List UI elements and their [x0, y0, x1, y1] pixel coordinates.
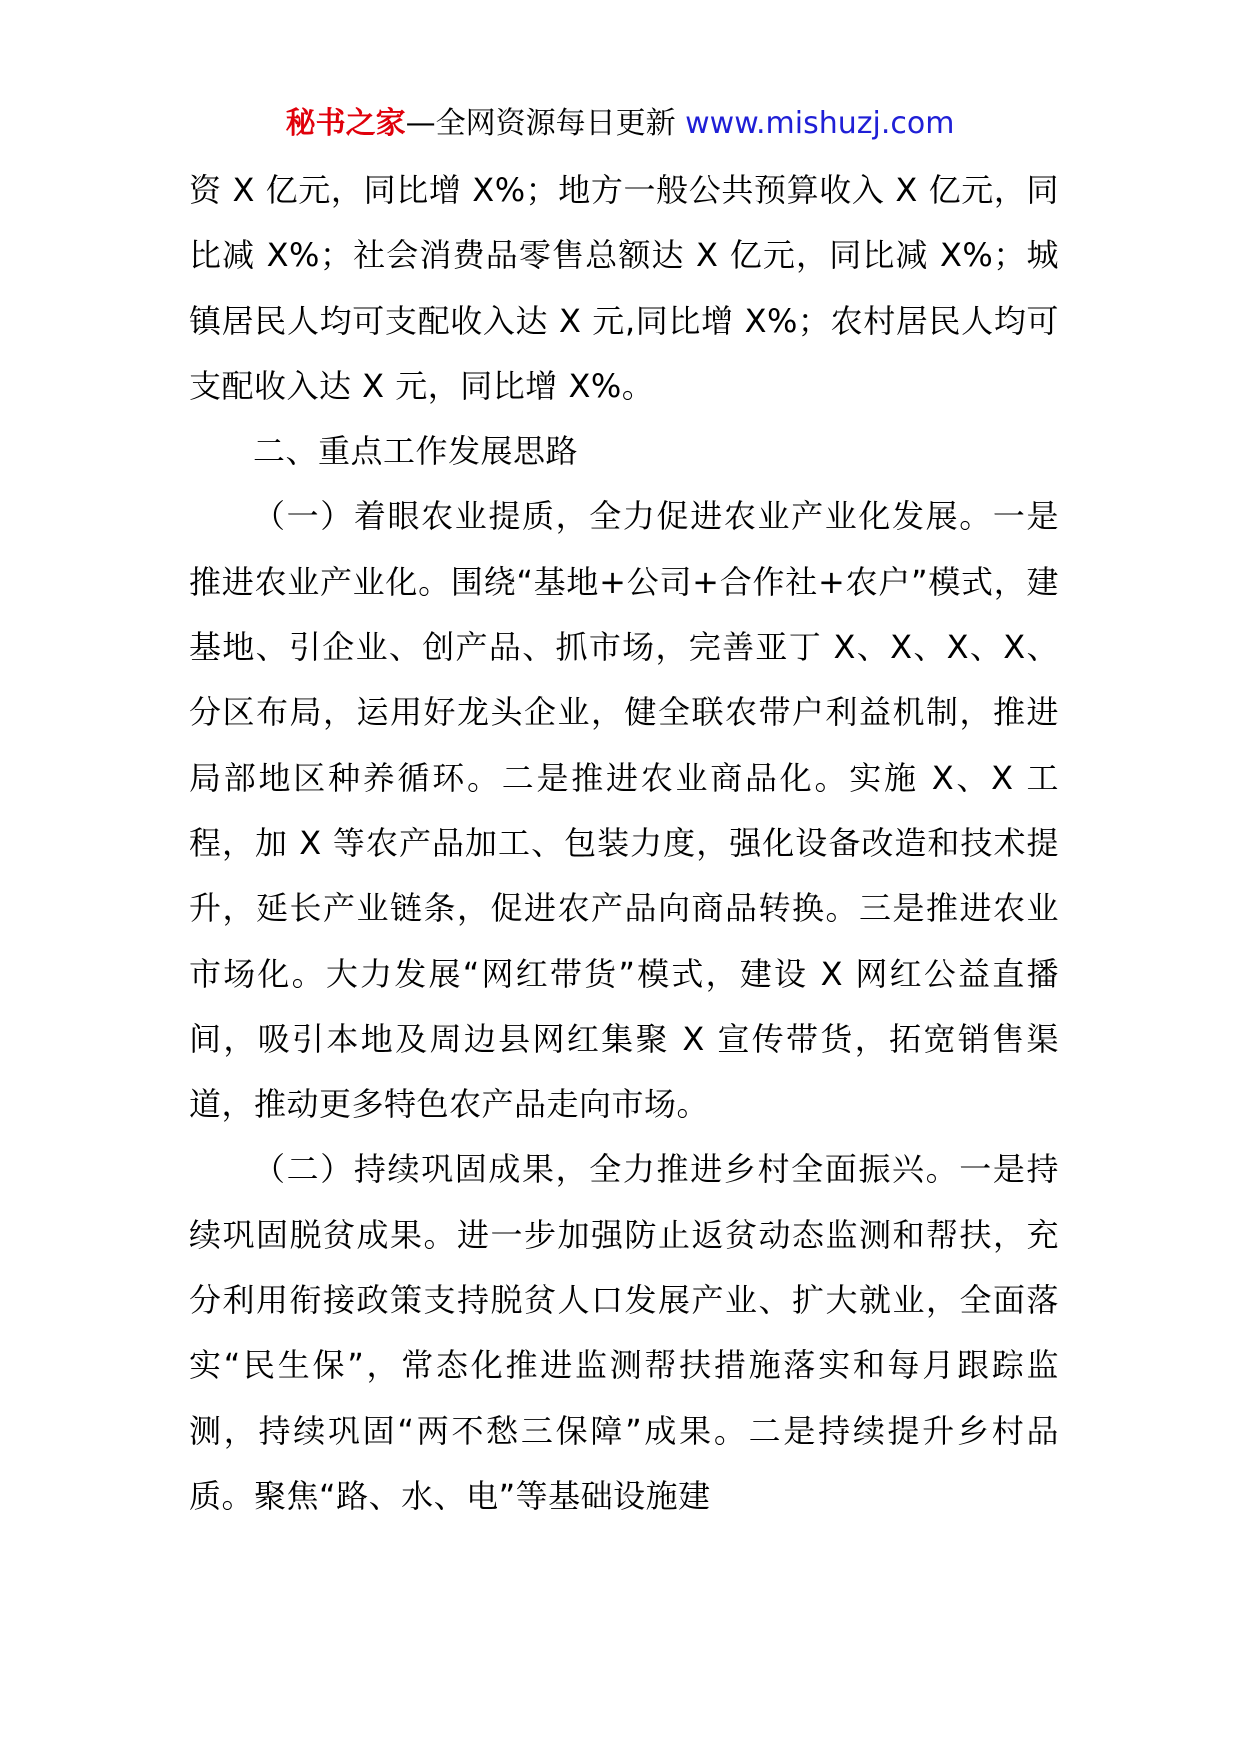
page-header: [0, 104, 1240, 144]
brand-name: 秘书之家: [285, 106, 406, 141]
paragraph-continued: 资 X 亿元，同比增 X%；地方一般公共预算收入 X 亿元，同比减 X%；社会消费品零售总额达 X 亿元，同比减 X%；城镇居民人均可支配收入达 X 元,同比增 X%；农村居民人均可支配收入达 X 元，同比增 X%。: [189, 171, 1059, 405]
paragraph-rural-revitalization: （二）持续巩固成果，全力推进乡村全面振兴。一是持续巩固脱贫成果。进一步加强防止返贫动态监测和帮扶，充分利用衔接政策支持脱贫人口发展产业、扩大就业，全面落实“民生保”，常态化推进监测帮扶措施落实和每月跟踪监测，持续巩固“两不愁三保障”成果。二是持续提升乡村品质。聚焦“路、水、电”等基础设施建: [189, 1150, 1059, 1515]
document-body: [189, 158, 1059, 1529]
paragraph-agriculture: （一）着眼农业提质，全力促进农业产业化发展。一是推进农业产业化。围绕“基地+公司+合作社+农户”模式，建基地、引企业、创产品、抓市场，完善亚丁 X、X、X、X、分区布局，运用好龙头企业，健全联农带户利益机制，推进局部地区种养循环。二是推进农业商品化。实施 X、X 工程，加 X 等农产品加工、包装力度，强化设备改造和技术提升，延长产业链条，促进农产品向商品转换。三是推进农业市场化。大力发展“网红带货”模式，建设 X 网红公益直播间，吸引本地及周边县网红集聚 X 宣传带货，拓宽销售渠道，推动更多特色农产品走向市场。: [189, 497, 1059, 1124]
site-url-link[interactable]: www.mishuzj.com: [685, 106, 955, 141]
section-heading: 二、重点工作发展思路: [253, 432, 579, 471]
header-tagline: —全网资源每日更新: [405, 106, 676, 141]
